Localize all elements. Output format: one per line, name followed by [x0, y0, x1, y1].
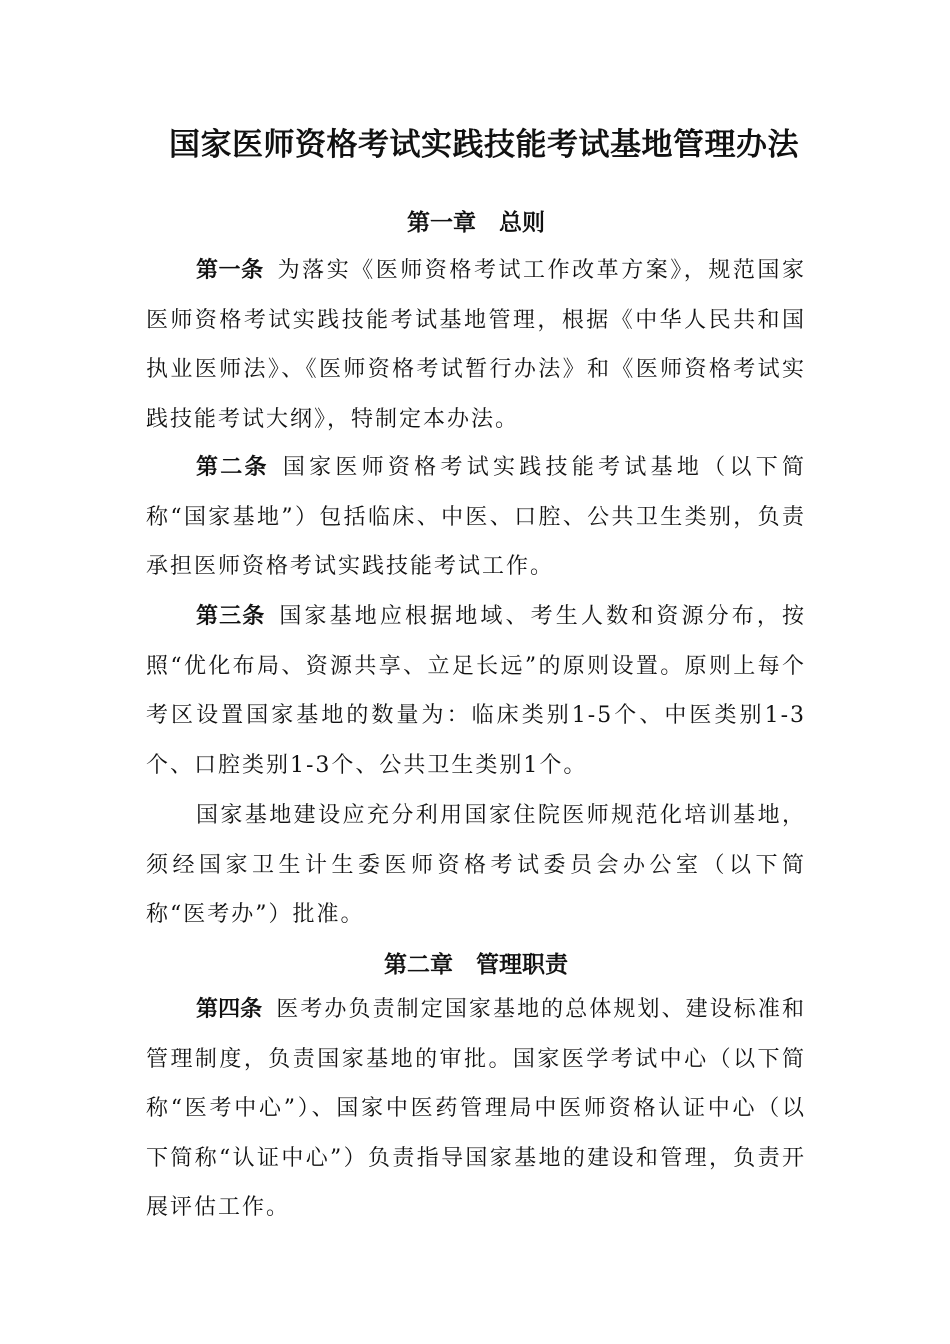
article-text: 为落实《医师资格考试工作改革方案》，规范国家医师资格考试实践技能考试基地管理，根据《中华人民共和国执业医师法》、《医师资格考试暂行办法》和《医师资格考试实践技能考试大纲》，特制定本办法。 — [146, 258, 806, 432]
article-4 — [146, 985, 806, 1233]
document-title: 国家医师资格考试实践技能考试基地管理办法 — [169, 127, 799, 163]
chapter-heading-1: 第一章 总则 — [407, 210, 545, 236]
article-2 — [146, 443, 806, 592]
article-1 — [146, 246, 806, 444]
article-text: 国家医师资格考试实践技能考试基地（以下简称“国家基地”）包括临床、中医、口腔、公共卫生类别，负责承担医师资格考试实践技能考试工作。 — [146, 455, 806, 579]
paragraph-base-approval: 国家基地建设应充分利用国家住院医师规范化培训基地，须经国家卫生计生委医师资格考试委员会办公室（以下简称“医考办”）批准。 — [146, 803, 806, 927]
article-3 — [146, 592, 806, 790]
article-label: 第一条 — [196, 258, 264, 283]
article-label: 第二条 — [196, 455, 269, 480]
article-label: 第四条 — [196, 997, 263, 1022]
chapter-heading-2: 第二章 管理职责 — [384, 952, 568, 978]
article-label: 第三条 — [196, 604, 266, 629]
article-text: 国家基地应根据地域、考生人数和资源分布，按照“优化布局、资源共享、立足长远”的原则设置。原则上每个考区设置国家基地的数量为：临床类别1-5个、中医类别1-3个、口腔类别1-3个、公共卫生类别1个。 — [146, 604, 806, 778]
article-text: 医考办负责制定国家基地的总体规划、建设标准和管理制度，负责国家基地的审批。国家医学考试中心（以下简称“医考中心”）、国家中医药管理局中医师资格认证中心（以下简称“认证中心”）负责指导国家基地的建设和管理，负责开展评估工作。 — [146, 997, 806, 1220]
